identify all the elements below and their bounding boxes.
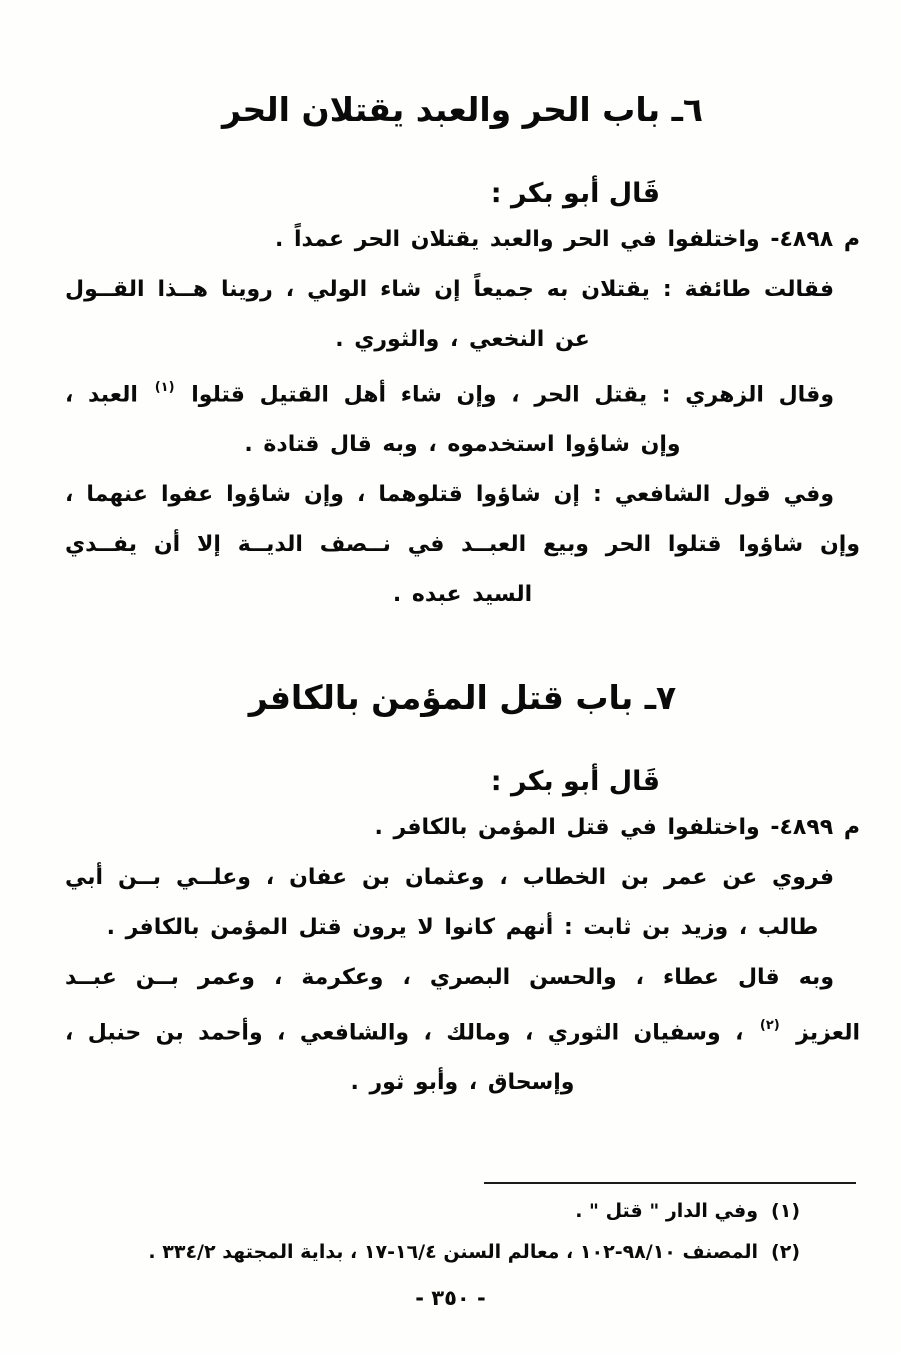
footnote [65, 1199, 856, 1225]
text-segment: عن النخعي ، والثوري . [335, 326, 590, 352]
body-line [65, 470, 860, 520]
footnote-separator [484, 1182, 856, 1184]
chapter-7-section [65, 674, 860, 1108]
text-segment: م ٤٨٩٩- واختلفوا في قتل المؤمن بالكافر . [374, 815, 860, 841]
body-line [65, 903, 860, 953]
footnotes-list [65, 1199, 856, 1265]
footnote-text: وفي الدار " قتل " . [575, 1200, 759, 1222]
body-line [65, 365, 860, 420]
text-segment: م ٤٨٩٨- واختلفوا في الحر والعبد يقتلان الحر عمداً . [275, 226, 860, 252]
page-number: - ٣٥٠ - [415, 1286, 486, 1310]
chapter-6-section [65, 86, 860, 620]
text-segment: وإن شاؤوا استخدموه ، وبه قال قتادة . [244, 432, 681, 458]
text-segment: فروي عن عمر بن الخطاب ، وعثمان بن عفان ، وعلــي بــن أبي [65, 865, 834, 891]
body-line [65, 853, 860, 903]
body-line [65, 215, 860, 265]
speaker-line: قَال أبو بكر : [490, 177, 660, 209]
text-segment: ، وسفيان الثوري ، ومالك ، والشافعي ، وأحمد بن حنبل ، [65, 1020, 758, 1046]
body-line [65, 420, 860, 470]
body-line [65, 570, 860, 620]
chapter-title: ٧ـ باب قتل المؤمن بالكافر [248, 678, 677, 718]
body-line [65, 953, 860, 1003]
text-segment: وفي قول الشافعي : إن شاؤوا قتلوهما ، وإن شاؤوا عفوا عنهما ، [65, 482, 834, 508]
chapter-title: ٦ـ باب الحر والعبد يقتلان الحر [221, 90, 704, 129]
text-segment: وقال الزهري : يقتل الحر ، وإن شاء أهل القتيل قتلوا [176, 382, 835, 408]
body-line [65, 315, 860, 365]
body-line [65, 1003, 860, 1058]
text-segment: السيد عبده . [392, 582, 533, 608]
footnotes-area [65, 1182, 856, 1265]
text-segment: العبد ، [65, 382, 153, 408]
text-segment: وبه قال عطاء ، والحسن البصري ، وعكرمة ، وعمر بــن عبــد [65, 965, 834, 991]
body-line [65, 803, 860, 853]
body-text [65, 215, 860, 620]
footnote-ref: (١) [154, 379, 175, 395]
footnote-marker: (١) [771, 1200, 800, 1222]
speaker-line: قَال أبو بكر : [490, 766, 660, 798]
body-line [65, 1058, 860, 1108]
footnote-marker: (٢) [771, 1240, 800, 1263]
body-text [65, 803, 860, 1108]
text-segment: فقالت طائفة : يقتلان به جميعاً إن شاء الولي ، روينا هــذا القــول [65, 276, 834, 302]
footnote [65, 1240, 856, 1266]
text-segment: طالب ، وزيد بن ثابت : أنهم كانوا لا يرون قتل المؤمن بالكافر . [106, 915, 819, 941]
text-segment: وإن شاؤوا قتلوا الحر وبيع العبــد في نــصف الديــة إلا أن يفــدي [65, 532, 860, 558]
footnote-ref: (٢) [759, 1018, 780, 1034]
body-line [65, 265, 860, 315]
body-line [65, 520, 860, 570]
text-segment: وإسحاق ، وأبو ثور . [350, 1070, 575, 1096]
footnote-text: المصنف ٩٨/١٠-١٠٢ ، معالم السنن ١٦/٤-١٧ ، بداية المجتهد ٣٣٤/٢ . [148, 1240, 759, 1263]
text-segment: العزيز [781, 1020, 861, 1046]
